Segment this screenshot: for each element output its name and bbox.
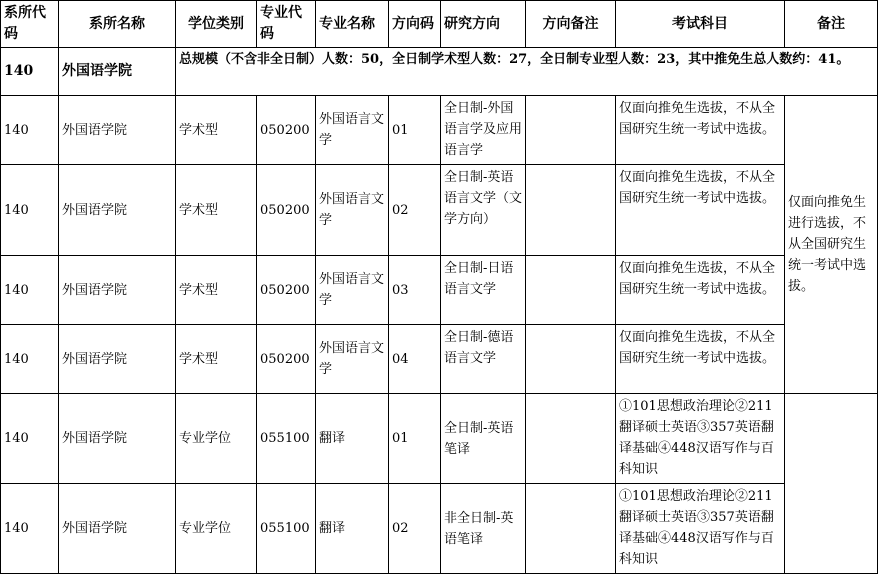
cell-direction-code: 01: [389, 96, 441, 165]
cell-research-direction: 全日制-英语语言文学（文学方向）: [441, 165, 526, 256]
cell-dept-name: 外国语学院: [59, 165, 176, 256]
cell-degree-type: 学术型: [176, 165, 257, 256]
cell-dept-name: 外国语学院: [59, 484, 176, 574]
cell-direction-code: 01: [389, 394, 441, 484]
cell-degree-type: 学术型: [176, 325, 257, 394]
cell-dept-code: 140: [1, 325, 59, 394]
cell-direction-note: [526, 165, 616, 256]
cell-exam-subjects: 仅面向推免生选拔，不从全国研究生统一考试中选拔。: [616, 256, 785, 325]
summary-dept-code: 140: [1, 48, 59, 96]
cell-major-code: 050200: [257, 96, 316, 165]
cell-direction-note: [526, 256, 616, 325]
header-dept-name: 系所名称: [59, 1, 176, 48]
cell-major-name: 外国语言文学: [316, 256, 389, 325]
cell-remark-professional: [785, 394, 878, 574]
cell-dept-name: 外国语学院: [59, 96, 176, 165]
cell-degree-type: 专业学位: [176, 394, 257, 484]
cell-direction-code: 02: [389, 484, 441, 574]
cell-major-code: 055100: [257, 484, 316, 574]
cell-major-code: 050200: [257, 256, 316, 325]
cell-dept-name: 外国语学院: [59, 394, 176, 484]
table-row: [1, 96, 878, 165]
header-direction-code: 方向码: [389, 1, 441, 48]
cell-major-name: 外国语言文学: [316, 325, 389, 394]
table-row: [1, 394, 878, 484]
header-major-code: 专业代码: [257, 1, 316, 48]
cell-research-direction: 全日制-英语笔译: [441, 394, 526, 484]
cell-research-direction: 非全日制-英语笔译: [441, 484, 526, 574]
cell-exam-subjects: 仅面向推免生选拔，不从全国研究生统一考试中选拔。: [616, 165, 785, 256]
cell-research-direction: 全日制-日语语言文学: [441, 256, 526, 325]
cell-exam-subjects: ①101思想政治理论②211翻译硕士英语③357英语翻译基础④448汉语写作与百科知识: [616, 484, 785, 574]
cell-major-name: 翻译: [316, 484, 389, 574]
cell-research-direction: 全日制-外国语言学及应用语言学: [441, 96, 526, 165]
cell-major-code: 050200: [257, 325, 316, 394]
cell-major-name: 翻译: [316, 394, 389, 484]
cell-major-name: 外国语言文学: [316, 165, 389, 256]
cell-degree-type: 专业学位: [176, 484, 257, 574]
cell-degree-type: 学术型: [176, 96, 257, 165]
header-dept-code: 系所代码: [1, 1, 59, 48]
table-row: [1, 165, 878, 256]
cell-direction-note: [526, 325, 616, 394]
cell-direction-code: 02: [389, 165, 441, 256]
cell-direction-code: 04: [389, 325, 441, 394]
cell-research-direction: 全日制-德语语言文学: [441, 325, 526, 394]
cell-direction-note: [526, 394, 616, 484]
summary-text: 总规模（不含非全日制）人数：50，全日制学术型人数：27，全日制专业型人数：23，其中推免生总人数约：41。: [176, 48, 878, 96]
header-row: [1, 1, 878, 48]
cell-exam-subjects: 仅面向推免生选拔，不从全国研究生统一考试中选拔。: [616, 325, 785, 394]
cell-exam-subjects: ①101思想政治理论②211翻译硕士英语③357英语翻译基础④448汉语写作与百科知识: [616, 394, 785, 484]
summary-row: [1, 48, 878, 96]
cell-major-code: 055100: [257, 394, 316, 484]
cell-dept-name: 外国语学院: [59, 325, 176, 394]
table-row: [1, 256, 878, 325]
cell-dept-code: 140: [1, 394, 59, 484]
cell-direction-note: [526, 484, 616, 574]
header-research-direction: 研究方向: [441, 1, 526, 48]
cell-exam-subjects: 仅面向推免生选拔，不从全国研究生统一考试中选拔。: [616, 96, 785, 165]
header-direction-note: 方向备注: [526, 1, 616, 48]
cell-dept-code: 140: [1, 96, 59, 165]
cell-direction-note: [526, 96, 616, 165]
cell-major-code: 050200: [257, 165, 316, 256]
table-row: [1, 325, 878, 394]
cell-direction-code: 03: [389, 256, 441, 325]
header-exam-subjects: 考试科目: [616, 1, 785, 48]
header-major-name: 专业名称: [316, 1, 389, 48]
cell-dept-code: 140: [1, 256, 59, 325]
header-degree-type: 学位类别: [176, 1, 257, 48]
summary-dept-name: 外国语学院: [59, 48, 176, 96]
cell-remark-academic: 仅面向推免生进行选拔，不从全国研究生统一考试中选拔。: [785, 96, 878, 394]
cell-dept-code: 140: [1, 484, 59, 574]
table-row: [1, 484, 878, 574]
cell-dept-code: 140: [1, 165, 59, 256]
cell-degree-type: 学术型: [176, 256, 257, 325]
header-remark: 备注: [785, 1, 878, 48]
cell-dept-name: 外国语学院: [59, 256, 176, 325]
cell-major-name: 外国语言文学: [316, 96, 389, 165]
